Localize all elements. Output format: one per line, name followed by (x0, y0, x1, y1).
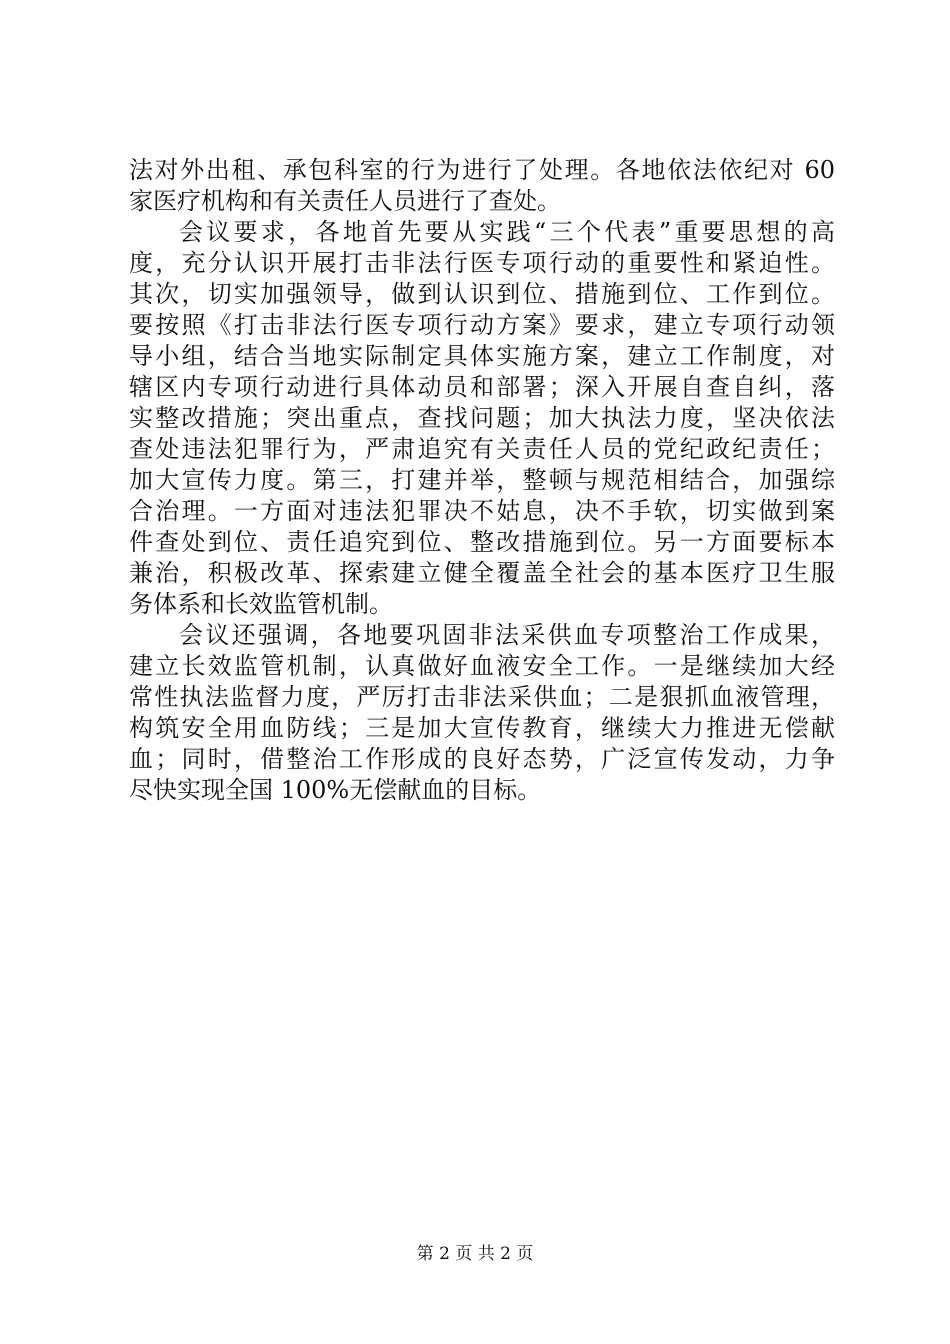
paragraph-line: 其次，切实加强领导，做到认识到位、措施到位、工作到位。 (129, 280, 835, 308)
paragraph-line: 件查处到位、责任追究到位、整改措施到位。另一方面要标本 (129, 528, 835, 556)
paragraph-line: 实整改措施；突出重点，查找问题；加大执法力度，坚决依法 (129, 404, 835, 432)
paragraph-line: 构筑安全用血防线；三是加大宣传教育，继续大力推进无偿献 (129, 714, 835, 742)
paragraph-line: 导小组，结合当地实际制定具体实施方案，建立工作制度，对 (129, 342, 835, 370)
paragraph-line: 务体系和长效监管机制。 (129, 590, 393, 618)
paragraph-line: 度，充分认识开展打击非法行医专项行动的重要性和紧迫性。 (129, 249, 835, 277)
paragraph-first-line: 会议还强调，各地要巩固非法采供血专项整治工作成果， (179, 621, 835, 649)
paragraph-first-line: 会议要求，各地首先要从实践“三个代表”重要思想的高 (179, 218, 835, 246)
paragraph-line: 常性执法监督力度，严厉打击非法采供血；二是狠抓血液管理， (129, 683, 835, 711)
paragraph-line: 法对外出租、承包科室的行为进行了处理。各地依法依纪对 60 (129, 156, 835, 184)
paragraph-line: 尽快实现全国 100%无偿献血的目标。 (129, 776, 542, 804)
paragraph-line: 加大宣传力度。第三，打建并举，整顿与规范相结合，加强综 (129, 466, 835, 494)
paragraph-line: 血；同时，借整治工作形成的良好态势，广泛宣传发动，力争 (129, 745, 835, 773)
paragraph-line: 家医疗机构和有关责任人员进行了查处。 (129, 187, 561, 215)
paragraph-line: 合治理。一方面对违法犯罪决不姑息，决不手软，切实做到案 (129, 497, 835, 525)
paragraph-line: 兼治，积极改革、探索建立健全覆盖全社会的基本医疗卫生服 (129, 559, 835, 587)
paragraph-line: 辖区内专项行动进行具体动员和部署；深入开展自查自纠，落 (129, 373, 835, 401)
paragraph-line: 要按照《打击非法行医专项行动方案》要求，建立专项行动领 (129, 311, 835, 339)
paragraph-line: 建立长效监管机制，认真做好血液安全工作。一是继续加大经 (129, 652, 835, 680)
page-number-footer: 第 2 页 共 2 页 (416, 1244, 534, 1264)
paragraph-line: 查处违法犯罪行为，严肃追究有关责任人员的党纪政纪责任； (129, 435, 835, 463)
document-body (129, 155, 835, 806)
